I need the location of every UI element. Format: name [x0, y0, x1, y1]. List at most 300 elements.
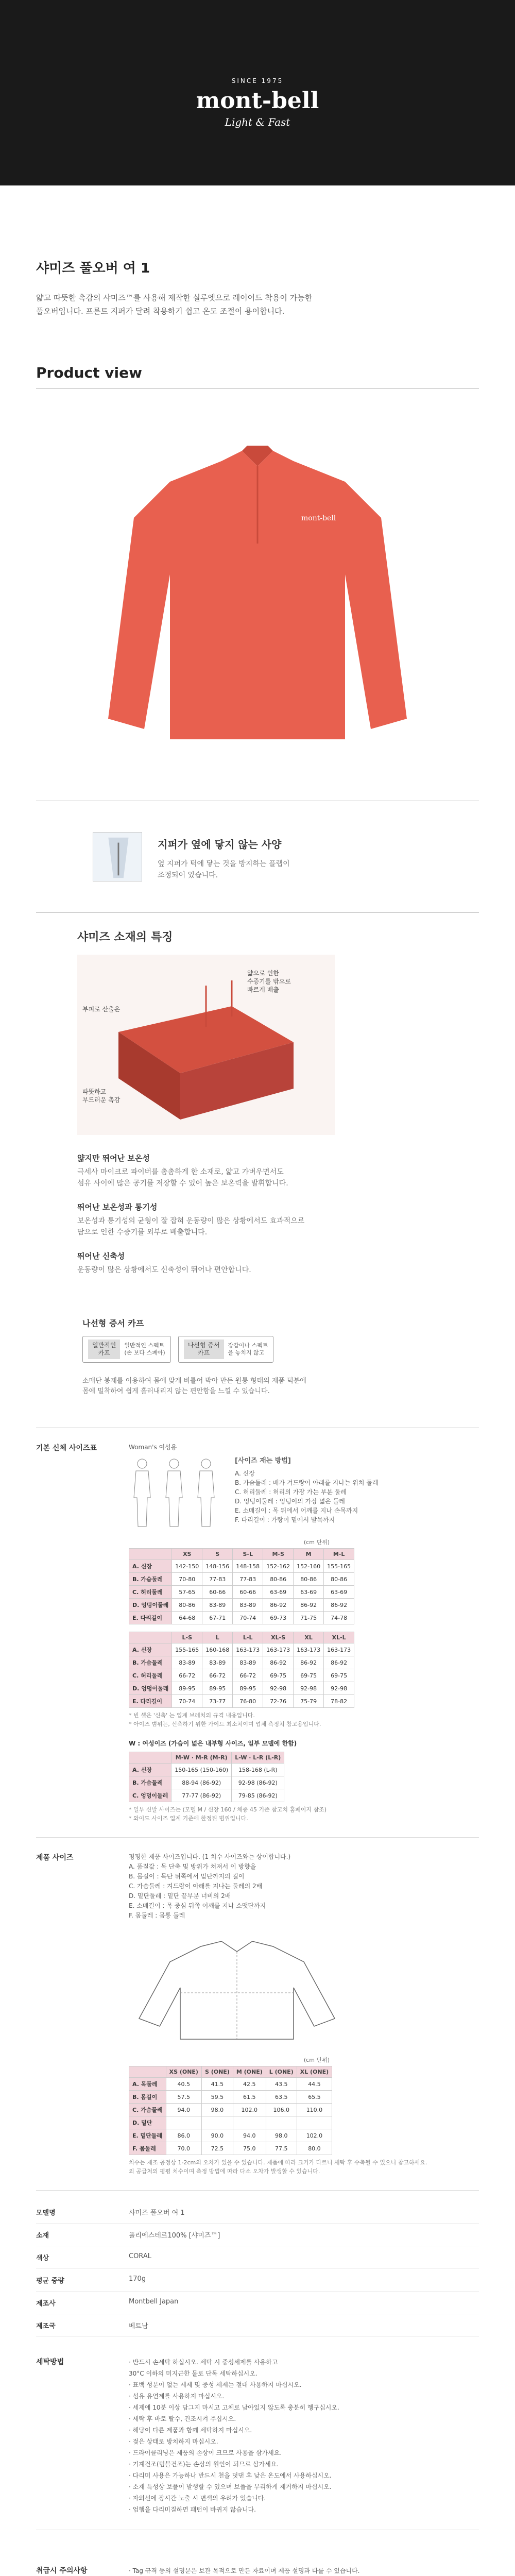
- list-item: · 기계건조(텀블건조)는 손상의 원인이 되므로 삼가세요.: [129, 2461, 279, 2468]
- note-line: * 빈 셀은 '신축' 는 업계 브레치의 규격 내용입니다.: [129, 1712, 255, 1719]
- table-cell: C. 엉덩이둘레: [129, 1789, 171, 1802]
- table-cell: C. 가슴둘레: [129, 2104, 166, 2116]
- table-cell: E. 다리길이: [129, 1695, 172, 1708]
- size-table-2: [129, 1632, 354, 1708]
- table-row: [129, 2116, 332, 2129]
- table-row: [129, 2104, 332, 2116]
- table-cell: 98.0: [266, 2129, 297, 2142]
- table-header-cell: L (ONE): [266, 2066, 297, 2078]
- size-chart-label: 기본 신체 사이즈표: [36, 1444, 97, 1452]
- table-row: [129, 1656, 354, 1669]
- table-cell: 41.5: [201, 2078, 233, 2091]
- table-cell: C. 허리둘레: [129, 1669, 172, 1682]
- spec-value: Montbell Japan: [129, 2298, 179, 2306]
- note-line: * 아이즈 범위는, 신축하기 위한 가이드 최소치이며 업체 측정치 참고용입니다.: [129, 1721, 321, 1727]
- table-cell: 66-72: [172, 1669, 202, 1682]
- table-row: [129, 2142, 332, 2155]
- table-cell: [201, 2116, 233, 2129]
- feature-desc-line: 조정되어 있습니다.: [158, 871, 218, 879]
- size-guide-line: C. 허리둘레 : 허리의 가장 가는 부분 둘레: [235, 1488, 347, 1496]
- table-cell: 92-98 (86-92): [232, 1776, 284, 1789]
- desc-line: 보온성과 통기성의 균형이 잘 잡혀 운동량이 많은 상황에서도 효과적으로: [77, 1217, 305, 1225]
- table-cell: B. 가슴둘레: [129, 1776, 171, 1789]
- table-cell: 42.5: [233, 2078, 266, 2091]
- chip-text: 을 놓치지 않고: [228, 1349, 265, 1356]
- desc-line: 운동량이 많은 상황에서도 신축성이 뛰어나 편안합니다.: [77, 1266, 251, 1274]
- measure-line: E. 소매길이 : 목 중심 뒤쪽 어깨를 지나 소맷단까지: [129, 1902, 266, 1909]
- table-cell: 75-79: [294, 1695, 324, 1708]
- table-cell: 86-92: [263, 1656, 294, 1669]
- garment-measure-diagram: [129, 1936, 345, 2044]
- table-cell: E. 다리길이: [129, 1612, 172, 1624]
- spec-row: [36, 2201, 479, 2224]
- table-cell: 102.0: [233, 2104, 266, 2116]
- table-cell: 80-86: [263, 1573, 294, 1586]
- size-guide-line: D. 엉덩이둘레 : 엉덩이의 가장 넓은 둘레: [235, 1498, 345, 1505]
- spec-list: [36, 2201, 479, 2337]
- spec-value: 170g: [129, 2275, 146, 2283]
- table-cell: 80.0: [297, 2142, 332, 2155]
- table-header-cell: L-L: [233, 1632, 263, 1643]
- table-cell: 83-89: [202, 1656, 233, 1669]
- table-row: [129, 1776, 284, 1789]
- table-row: [129, 1599, 354, 1612]
- body-figure-icon: [193, 1456, 219, 1529]
- table-cell: 148-158: [233, 1560, 263, 1573]
- fabric-item-desc: [77, 1215, 479, 1238]
- table-cell: 72.5: [201, 2142, 233, 2155]
- table-cell: 86-92: [263, 1599, 294, 1612]
- table-header-cell: M: [294, 1549, 324, 1560]
- fabric-item-title: 얇지만 뛰어난 보온성: [77, 1154, 150, 1163]
- table-header-cell: L-W · L-R (L-R): [232, 1752, 284, 1764]
- note-line: 소매단 봉제를 이용하여 몸에 맞게 비틀어 박아 만든 원통 형태의 제품 덕분에: [82, 1377, 306, 1385]
- table-cell: 63-69: [263, 1586, 294, 1599]
- table-header-cell: XL-S: [263, 1632, 294, 1643]
- measure-intro: [129, 1852, 479, 1921]
- chip-text: 일반적인: [92, 1342, 116, 1349]
- table-row: [129, 1764, 284, 1776]
- table-cell: F. 몸둘레: [129, 2142, 166, 2155]
- product-title: 샤미즈 풀오버 여 1: [36, 261, 150, 276]
- spec-key: 평균 중량: [36, 2277, 64, 2285]
- table-cell: 63.5: [266, 2091, 297, 2104]
- table-cell: 102.0: [297, 2129, 332, 2142]
- chip-text: 나선형 증서: [187, 1342, 220, 1349]
- list-item: · 세탁 후 바로 탈수, 건조시켜 주십시오.: [129, 2415, 236, 2422]
- feature-zipper: [36, 801, 479, 913]
- table-cell: A. 목둘레: [129, 2078, 166, 2091]
- body-figures: [129, 1456, 219, 1529]
- table-cell: 83-89: [233, 1656, 263, 1669]
- table-cell: 152-162: [263, 1560, 294, 1573]
- size-notes: [129, 1711, 479, 1728]
- table-cell: 76-80: [233, 1695, 263, 1708]
- spec-key: 소재: [36, 2232, 49, 2240]
- note-line: 외 공급처의 평평 치수이며 측정 방법에 따라 다소 오차가 발생할 수 있습니다.: [129, 2168, 320, 2175]
- table-cell: 72-76: [263, 1695, 294, 1708]
- table-cell: 86-92: [324, 1656, 354, 1669]
- table-header-cell: S (ONE): [201, 2066, 233, 2078]
- table-header-cell: S: [202, 1549, 233, 1560]
- spec-key: 색상: [36, 2255, 49, 2262]
- chip-light: [228, 1342, 268, 1357]
- wash-list: [129, 2357, 479, 2515]
- list-item: · 드라이클리닝은 제품의 손상이 크므로 사용을 삼가세요.: [129, 2449, 282, 2456]
- table-header-cell: XS (ONE): [166, 2066, 201, 2078]
- brand-logo: mont-bell: [196, 88, 319, 114]
- measure-line: D. 밑단둘레 : 밑단 끝부분 너비의 2배: [129, 1892, 231, 1900]
- list-item: · Tag 규격 등의 설명문은 보관 목적으로 만든 자료이며 제품 설명과 다를 수 있습니다.: [129, 2567, 360, 2574]
- table-cell: 163-173: [263, 1643, 294, 1656]
- wash-row: [36, 2342, 479, 2530]
- table-cell: A. 신장: [129, 1764, 171, 1776]
- size-guide-title: [사이즈 재는 방법]: [235, 1457, 291, 1465]
- table-cell: 150-165 (150-160): [171, 1764, 232, 1776]
- table-cell: B. 가슴둘레: [129, 1656, 172, 1669]
- table-header-cell: M-S: [263, 1549, 294, 1560]
- size-chart-content: [129, 1428, 479, 1837]
- chip-text: 장갑이나 스펙트: [228, 1342, 268, 1349]
- list-item: · 반드시 손세탁 하십시오. 세탁 시 중성세제를 사용하고: [129, 2359, 278, 2366]
- spec-key: 제조사: [36, 2300, 56, 2308]
- product-image: [103, 430, 412, 760]
- size-chart-row: [36, 1428, 479, 1838]
- measure-line: B. 몸길이 : 목단 뒤쪽에서 밑단까지의 길이: [129, 1873, 245, 1880]
- spec-key: 제조국: [36, 2323, 56, 2330]
- table-cell: 86-92: [294, 1599, 324, 1612]
- spec-row: [36, 2224, 479, 2246]
- cuff-chips: [82, 1336, 479, 1363]
- table-cell: 155-165: [324, 1560, 354, 1573]
- brand-tagline: Light & Fast: [225, 116, 290, 128]
- table-row: [129, 1586, 354, 1599]
- table-cell: 61.5: [233, 2091, 266, 2104]
- table-cell: 94.0: [166, 2104, 201, 2116]
- fabric-features: [36, 1153, 479, 1276]
- table-header-cell: M (ONE): [233, 2066, 266, 2078]
- feature-desc-line: 옆 지퍼가 턱에 닿는 것을 방지하는 플랩이: [158, 860, 290, 868]
- table-header-row: [129, 1549, 354, 1560]
- care-label: 취급시 주의사항: [36, 2567, 88, 2575]
- table-header-cell: [129, 1549, 172, 1560]
- wash-label: 세탁방법: [36, 2358, 64, 2366]
- table-cell: 80-86: [324, 1573, 354, 1586]
- fabric-heading: 샤미즈 소재의 특징: [77, 931, 173, 944]
- size-table-3: [129, 1752, 284, 1802]
- fabric-item-desc: [77, 1264, 479, 1276]
- table-cell: 106.0: [266, 2104, 297, 2116]
- table-cell: 92-98: [324, 1682, 354, 1695]
- list-item: · 표백 성분이 없는 세제 및 중성 세제는 절대 사용하지 마십시오.: [129, 2381, 302, 2388]
- unit-label: (cm 단위): [303, 1539, 330, 1546]
- size-guide-line: E. 소매길이 : 목 뒤에서 어깨를 지나 손목까지: [235, 1507, 358, 1514]
- spec-row: [36, 2269, 479, 2292]
- table-header-cell: XL-L: [324, 1632, 354, 1643]
- spec-value: 샤미즈 풀오버 여 1: [129, 2209, 185, 2217]
- desc-line: 땀으로 인한 수증기를 외부로 배출합니다.: [77, 1228, 208, 1236]
- table-cell: 86.0: [166, 2129, 201, 2142]
- table-cell: 60-66: [202, 1586, 233, 1599]
- table-row: [129, 2078, 332, 2091]
- table-cell: 40.5: [166, 2078, 201, 2091]
- measure-content: [129, 1838, 479, 2190]
- size-guide-line: A. 신장: [235, 1470, 255, 1477]
- diagram-label: 얇으로 인한: [247, 970, 279, 977]
- table-header-cell: [129, 2066, 166, 2078]
- table-header-row: [129, 1632, 354, 1643]
- table-cell: 155-165: [172, 1643, 202, 1656]
- table-row: [129, 1669, 354, 1682]
- product-view-heading: Product view: [36, 364, 479, 389]
- list-item: · 자외선에 장시간 노출 시 변색의 우려가 있습니다.: [129, 2495, 266, 2502]
- table-cell: D. 밑단: [129, 2116, 166, 2129]
- table-cell: 63-69: [294, 1586, 324, 1599]
- table-cell: A. 신장: [129, 1643, 172, 1656]
- table-cell: 88-94 (86-92): [171, 1776, 232, 1789]
- table-cell: 70-80: [172, 1573, 202, 1586]
- cuff-chip: [82, 1336, 171, 1363]
- diagram-label: 부드러운 촉감: [82, 1096, 121, 1104]
- diagram-label: 수증기를 밖으로: [247, 978, 291, 985]
- cuff-section: [36, 1317, 479, 1397]
- table-cell: 98.0: [201, 2104, 233, 2116]
- table-cell: 66-72: [202, 1669, 233, 1682]
- table-header-cell: XL: [294, 1632, 324, 1643]
- table-cell: 94.0: [233, 2129, 266, 2142]
- table-cell: 77-83: [233, 1573, 263, 1586]
- cuff-heading: 나선형 증서 카프: [82, 1318, 144, 1328]
- table-cell: [266, 2116, 297, 2129]
- list-item: · 섬유 유연제를 사용하지 마십시오.: [129, 2393, 225, 2400]
- table-cell: 80-86: [294, 1573, 324, 1586]
- diagram-label: 부피로 산출은: [82, 1006, 121, 1013]
- body-figure-icon: [161, 1456, 187, 1529]
- brand-header: [0, 0, 515, 185]
- table-cell: B. 몸길이: [129, 2091, 166, 2104]
- table-cell: 142-150: [172, 1560, 202, 1573]
- table-cell: A. 신장: [129, 1560, 172, 1573]
- chip-text: 일반적인 스펙트: [124, 1342, 165, 1349]
- table-cell: 78-82: [324, 1695, 354, 1708]
- size-guide-line: B. 가슴둘레 : 배가 겨드랑이 아래를 지나는 위치 둘레: [235, 1479, 379, 1486]
- fabric-item-desc: [77, 1166, 479, 1189]
- table-cell: 158-168 (L-R): [232, 1764, 284, 1776]
- table-row: [129, 1682, 354, 1695]
- care-row: [36, 2551, 479, 2576]
- table-header-cell: L-S: [172, 1632, 202, 1643]
- body-figure-icon: [129, 1456, 156, 1529]
- table-cell: 89-95: [233, 1682, 263, 1695]
- table-cell: 73-77: [202, 1695, 233, 1708]
- table-cell: 152-160: [294, 1560, 324, 1573]
- measure-line: A. 품질값 : 목 단축 및 방위가 쳐져서 이 방향을: [129, 1863, 256, 1870]
- wide-size-label: W : 여성이즈 (가슴이 넓은 내부형 사이즈, 일부 모델에 한함): [129, 1740, 297, 1747]
- table-row: [129, 1573, 354, 1586]
- unit-label: (cm 단위): [303, 2057, 330, 2063]
- table-cell: 69-75: [324, 1669, 354, 1682]
- table-cell: 71-75: [294, 1612, 324, 1624]
- table-cell: 160-168: [202, 1643, 233, 1656]
- list-item: · 업햄을 다리미질하면 패턴이 바뀌지 않습니다.: [129, 2506, 256, 2513]
- list-item: · 젖은 상태로 방치하지 마십시오.: [129, 2438, 218, 2445]
- note-line: 몸에 밀착하여 쉽게 흘러내리지 않는 편안함을 느낄 수 있습니다.: [82, 1387, 270, 1395]
- table-cell: 77.5: [266, 2142, 297, 2155]
- size-sub: Woman's 여성용: [129, 1444, 177, 1451]
- chip-text: 카프: [98, 1349, 110, 1357]
- measure-notes: [129, 2158, 479, 2176]
- table-row: [129, 1612, 354, 1624]
- table-cell: D. 엉덩이둘레: [129, 1599, 172, 1612]
- table-row: [129, 1643, 354, 1656]
- size-guide: [235, 1456, 378, 1529]
- table-header-cell: XS: [172, 1549, 202, 1560]
- chip-dark: [88, 1340, 120, 1359]
- table-header-cell: S-L: [233, 1549, 263, 1560]
- table-row: [129, 2091, 332, 2104]
- chip-text: (손 보다 스폐아): [124, 1349, 165, 1356]
- intro-line: 풀오버입니다. 프론트 지퍼가 달려 착용하기 쉽고 온도 조절이 용이합니다.: [36, 307, 285, 316]
- spec-key: 모델명: [36, 2209, 56, 2217]
- wide-size-notes: [129, 1805, 479, 1823]
- fabric-diagram: [77, 955, 335, 1135]
- table-cell: 59.5: [201, 2091, 233, 2104]
- table-cell: 64-68: [172, 1612, 202, 1624]
- table-cell: 74-78: [324, 1612, 354, 1624]
- table-header-row: [129, 2066, 332, 2078]
- table-header-cell: M-W · M-R (M-R): [171, 1752, 232, 1764]
- diagram-label: 따뜻하고: [82, 1088, 107, 1095]
- table-cell: 77-77 (86-92): [171, 1789, 232, 1802]
- fabric-section: [36, 913, 479, 1296]
- table-cell: [297, 2116, 332, 2129]
- chip-text: 카프: [198, 1349, 210, 1357]
- table-cell: 92-98: [263, 1682, 294, 1695]
- table-cell: 67-71: [202, 1612, 233, 1624]
- list-item: 30°C 이하의 미지근한 물로 단독 세탁하십시오.: [129, 2370, 258, 2377]
- product-intro: [36, 291, 479, 318]
- table-cell: 69-73: [263, 1612, 294, 1624]
- diagram-label: 빠르게 배출: [247, 986, 279, 993]
- table-cell: [233, 2116, 266, 2129]
- cuff-chip: [178, 1336, 274, 1363]
- table-row: [129, 1695, 354, 1708]
- list-item: · 해당이 다른 제품과 함께 세탁하지 마십시오.: [129, 2427, 252, 2434]
- spec-row: [36, 2314, 479, 2337]
- table-cell: 89-95: [202, 1682, 233, 1695]
- table-cell: 57-65: [172, 1586, 202, 1599]
- chip-light: [124, 1342, 165, 1357]
- spec-value: CORAL: [129, 2252, 151, 2260]
- table-cell: 83-89: [202, 1599, 233, 1612]
- table-cell: 86-92: [324, 1599, 354, 1612]
- spec-row: [36, 2292, 479, 2314]
- table-cell: D. 엉덩이둘레: [129, 1682, 172, 1695]
- table-header-cell: L: [202, 1632, 233, 1643]
- size-table-1: [129, 1548, 354, 1624]
- table-cell: 66-72: [233, 1669, 263, 1682]
- table-cell: 63-69: [324, 1586, 354, 1599]
- measure-line: C. 가슴둘레 : 겨드랑이 아래를 지나는 둘레의 2배: [129, 1883, 263, 1890]
- table-row: [129, 1789, 284, 1802]
- note-line: * 일부 신발 사이즈는 (모델 M / 신장 160 / 체중 45 기준 참고치 홈페이지 참조): [129, 1806, 327, 1813]
- table-cell: 83-89: [233, 1599, 263, 1612]
- table-cell: 70.0: [166, 2142, 201, 2155]
- table-cell: 110.0: [297, 2104, 332, 2116]
- table-cell: 86-92: [294, 1656, 324, 1669]
- table-cell: 70-74: [172, 1695, 202, 1708]
- wash-content: [129, 2342, 479, 2530]
- table-cell: 77-83: [202, 1573, 233, 1586]
- list-item: · 세제에 10분 이상 담그지 마시고 고체로 남아있지 않도록 충분히 헹구십시오.: [129, 2404, 339, 2411]
- table-header-cell: [129, 1632, 172, 1643]
- table-cell: 163-173: [324, 1643, 354, 1656]
- table-header-cell: XL (ONE): [297, 2066, 332, 2078]
- table-row: [129, 1560, 354, 1573]
- table-cell: 69-75: [294, 1669, 324, 1682]
- spec-value: 폴리에스테르100% [샤미즈™]: [129, 2232, 220, 2240]
- size-guide-line: F. 다리길이 : 가랑이 밑에서 발목까지: [235, 1516, 335, 1523]
- cuff-note: [82, 1376, 479, 1397]
- table-cell: [166, 2116, 201, 2129]
- feature-desc: [158, 858, 290, 881]
- table-cell: 83-89: [172, 1656, 202, 1669]
- fabric-item-title: 뛰어난 보온성과 통기성: [77, 1202, 158, 1212]
- table-cell: 92-98: [294, 1682, 324, 1695]
- list-item: · 소재 특성상 보풀이 발생할 수 있으며 보풀을 무리하게 제거하지 마십시오.: [129, 2483, 332, 2490]
- table-cell: 60-66: [233, 1586, 263, 1599]
- table-row: [129, 2129, 332, 2142]
- measure-table: [129, 2066, 332, 2155]
- table-cell: B. 가슴둘레: [129, 1573, 172, 1586]
- table-cell: 65.5: [297, 2091, 332, 2104]
- measure-line: 평평한 제품 사이즈입니다. (1 치수 사이즈와는 상이합니다.): [129, 1853, 291, 1860]
- note-line: 치수는 제조 공정상 1-2cm의 오차가 있을 수 있습니다. 제품에 따라 크기가 다르니 세탁 후 수축될 수 있으니 참고하세요.: [129, 2159, 427, 2166]
- measure-row: [36, 1838, 479, 2191]
- svg-text:mont-bell: mont-bell: [301, 514, 336, 522]
- table-cell: 75.0: [233, 2142, 266, 2155]
- table-header-cell: M-L: [324, 1549, 354, 1560]
- table-cell: 43.5: [266, 2078, 297, 2091]
- table-cell: 163-173: [233, 1643, 263, 1656]
- table-cell: 44.5: [297, 2078, 332, 2091]
- chip-dark: [184, 1340, 224, 1359]
- table-cell: 70-74: [233, 1612, 263, 1624]
- list-item: · 다리미 사용은 가능하나 반드시 천을 덧댄 후 낮은 온도에서 사용하십시오.: [129, 2472, 332, 2479]
- zipper-detail-image: [93, 832, 142, 882]
- table-cell: 90.0: [201, 2129, 233, 2142]
- table-cell: 80-86: [172, 1599, 202, 1612]
- desc-line: 섬유 사이에 많은 공기를 저장할 수 있어 높은 보온력을 발휘합니다.: [77, 1179, 288, 1188]
- care-list: [129, 2565, 479, 2576]
- desc-line: 극세사 마이크로 파이버를 촘촘하게 한 소재로, 얇고 가벼우면서도: [77, 1168, 284, 1176]
- table-header-cell: [129, 1752, 171, 1764]
- since-label: SINCE 1975: [231, 77, 284, 84]
- measure-label: 제품 사이즈: [36, 1854, 74, 1862]
- product-image-area: [36, 389, 479, 801]
- table-cell: 148-156: [202, 1560, 233, 1573]
- intro-line: 얇고 따뜻한 촉감의 샤미즈™를 사용해 제작한 실루엣으로 레이어드 착용이 가능한: [36, 293, 313, 302]
- table-header-row: [129, 1752, 284, 1764]
- care-content: [129, 2551, 479, 2576]
- table-cell: C. 허리둘레: [129, 1586, 172, 1599]
- spec-row: [36, 2246, 479, 2269]
- table-cell: 163-173: [294, 1643, 324, 1656]
- spec-value: 베트남: [129, 2323, 148, 2330]
- fabric-item-title: 뛰어난 신축성: [77, 1251, 125, 1261]
- table-cell: 79-85 (86-92): [232, 1789, 284, 1802]
- table-cell: E. 밑단둘레: [129, 2129, 166, 2142]
